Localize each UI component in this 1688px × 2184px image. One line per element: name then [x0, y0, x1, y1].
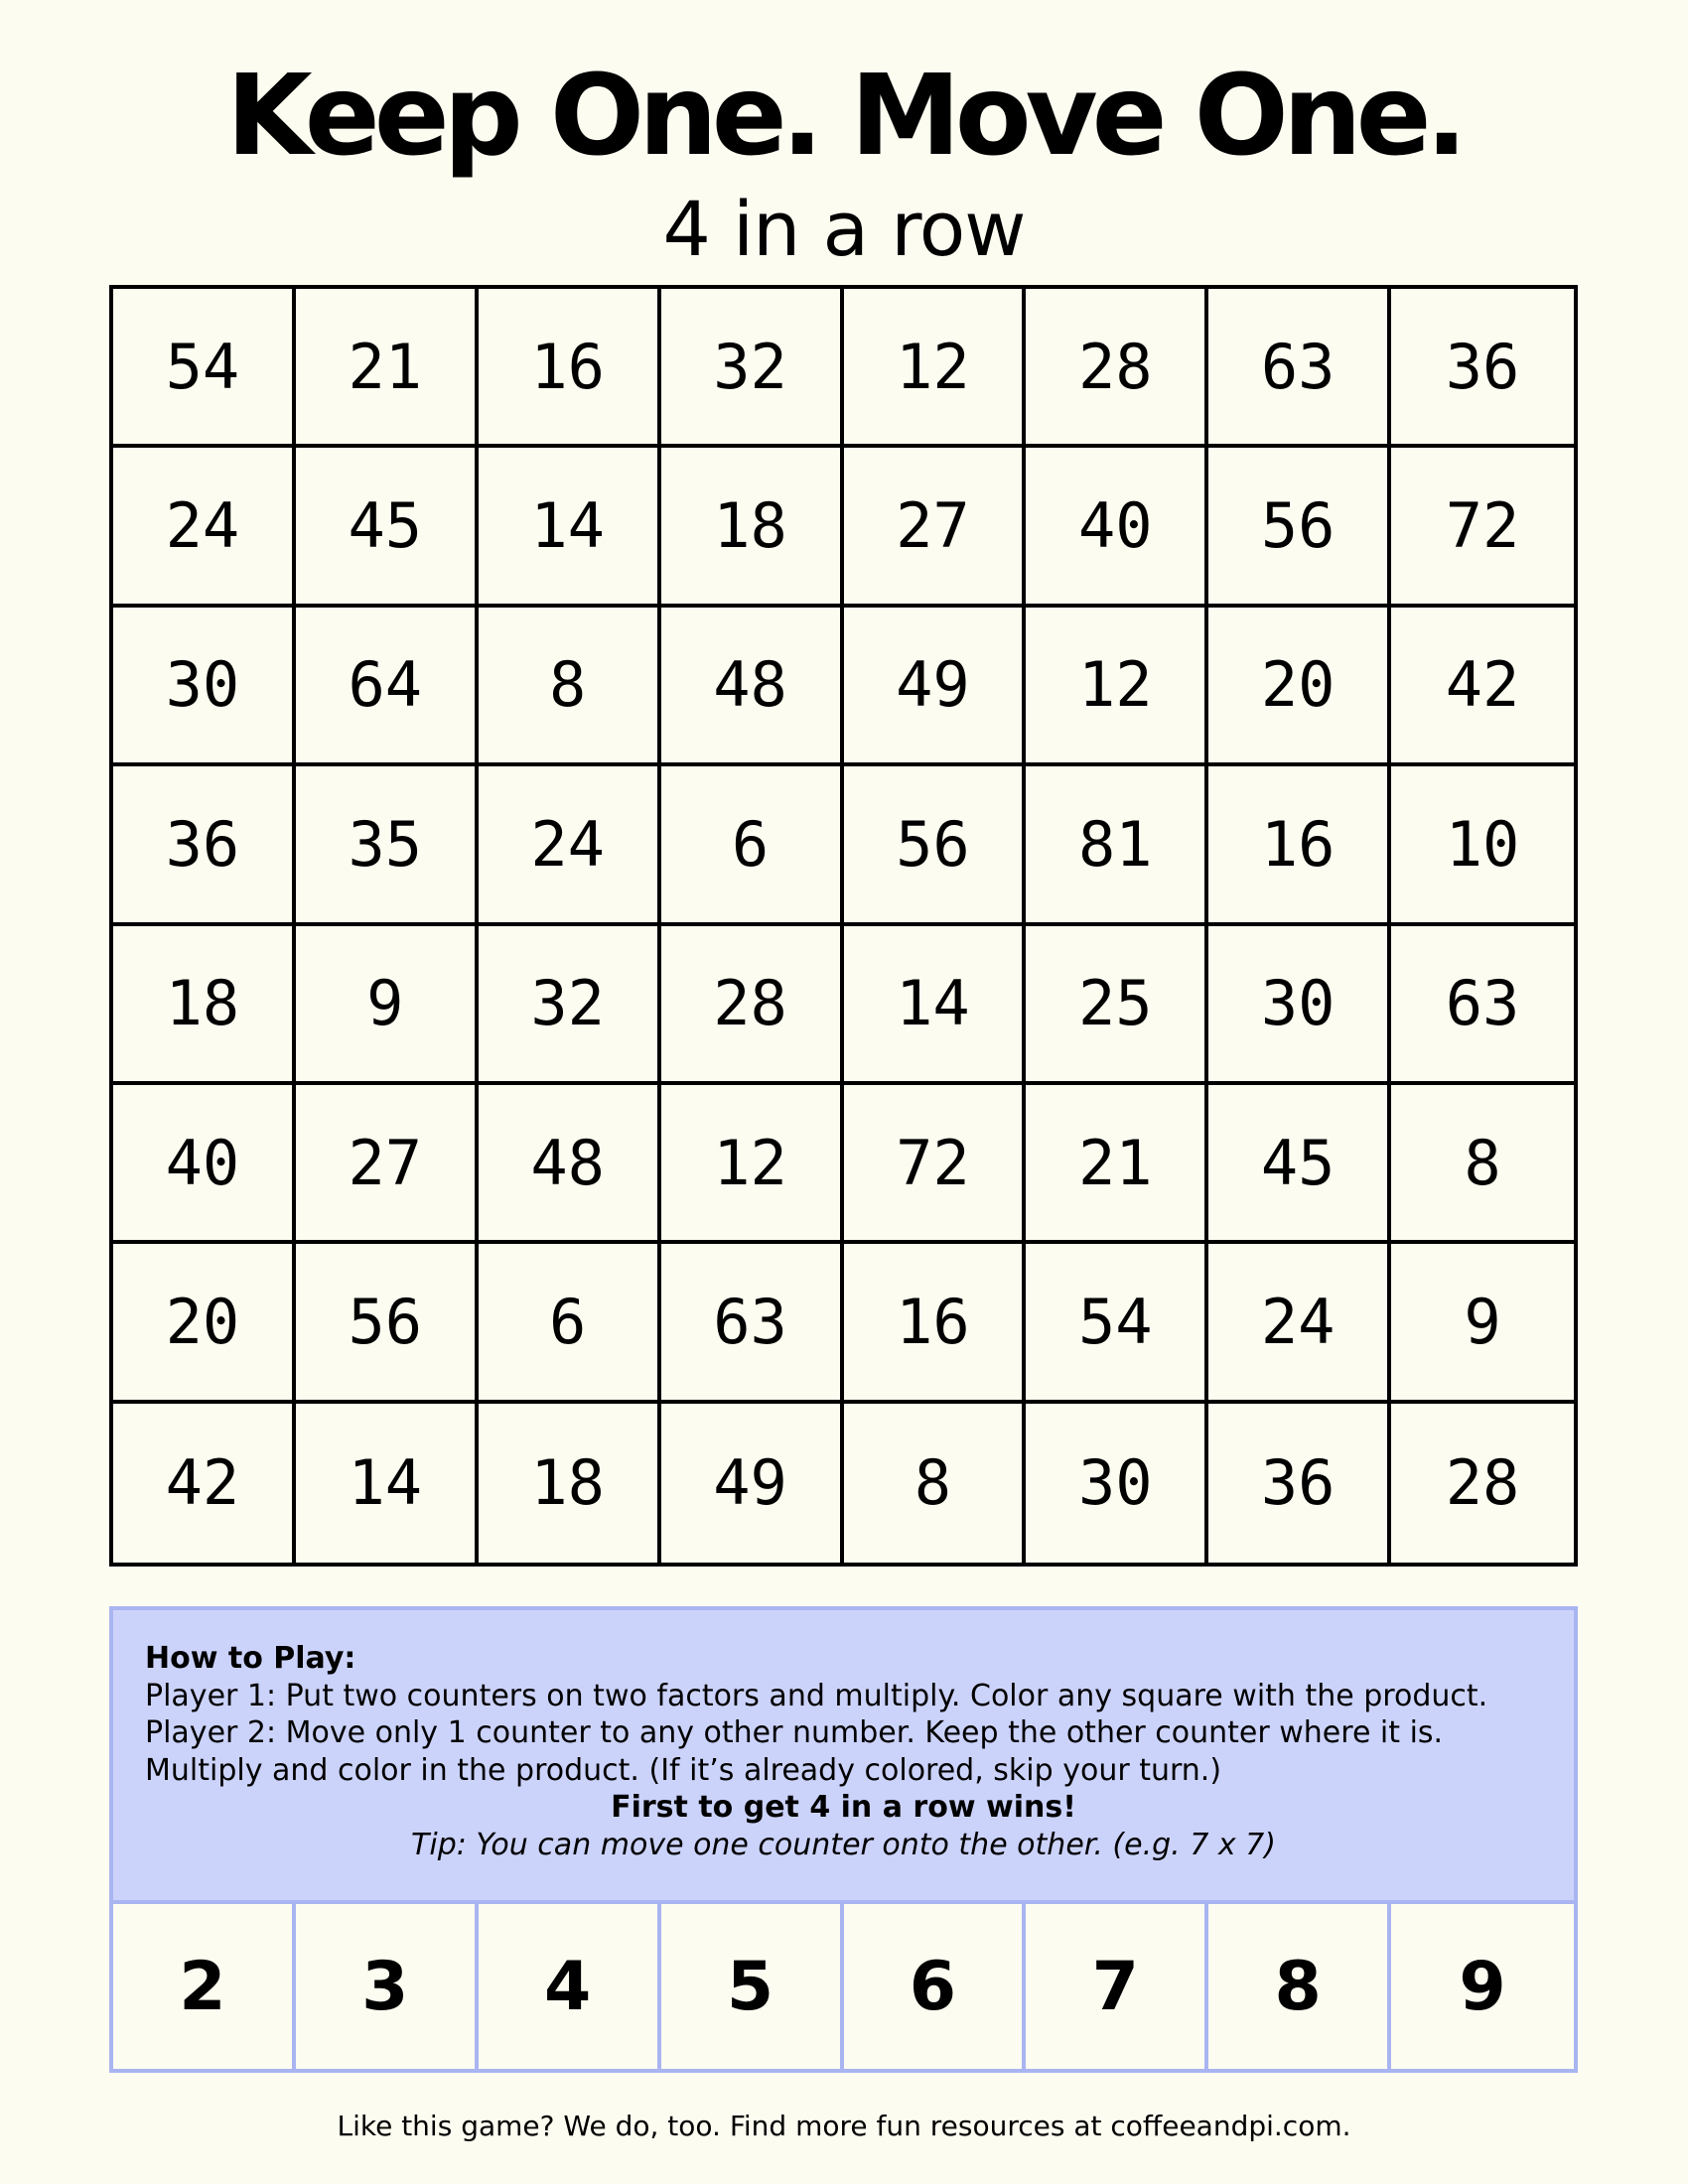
factor-strip: [113, 1904, 1574, 2069]
board-cell[interactable]: 24: [113, 448, 296, 607]
board-cell[interactable]: 16: [479, 289, 661, 448]
board-cell[interactable]: 20: [113, 1244, 296, 1403]
board-cell[interactable]: 25: [1026, 926, 1208, 1085]
board-cell[interactable]: 63: [661, 1244, 844, 1403]
board-cell[interactable]: 24: [1208, 1244, 1391, 1403]
board-cell[interactable]: 48: [661, 608, 844, 766]
board-cell[interactable]: 54: [1026, 1244, 1208, 1403]
footer-text: Like this game? We do, too. Find more fun resources at coffeeandpi.com.: [337, 2110, 1351, 2142]
factor-cell[interactable]: 6: [844, 1904, 1027, 2069]
factor-cell[interactable]: 7: [1026, 1904, 1208, 2069]
rules-heading: How to Play:: [145, 1641, 356, 1676]
board-cell[interactable]: 30: [1026, 1404, 1208, 1563]
page-title: Keep One. Move One.: [225, 52, 1463, 181]
board-cell[interactable]: 27: [844, 448, 1027, 607]
board-cell[interactable]: 12: [1026, 608, 1208, 766]
board-cell[interactable]: 12: [844, 289, 1027, 448]
board-cell[interactable]: 56: [844, 766, 1027, 925]
board-cell[interactable]: 14: [479, 448, 661, 607]
board-cell[interactable]: 64: [296, 608, 479, 766]
board-cell[interactable]: 10: [1391, 766, 1574, 925]
board-cell[interactable]: 14: [296, 1404, 479, 1563]
board-cell[interactable]: 28: [1026, 289, 1208, 448]
board-cell[interactable]: 20: [1208, 608, 1391, 766]
rules-panel: [109, 1606, 1578, 2073]
board-cell[interactable]: 16: [1208, 766, 1391, 925]
board-cell[interactable]: 40: [113, 1085, 296, 1244]
board-cell[interactable]: 14: [844, 926, 1027, 1085]
factor-cell[interactable]: 9: [1459, 1947, 1506, 2026]
rules-line-player-2: Player 2: Move only 1 counter to any other number. Keep the other counter where it is.: [145, 1715, 1444, 1750]
board-cell[interactable]: 30: [113, 608, 296, 766]
board-cell[interactable]: 36: [113, 766, 296, 925]
board-cell[interactable]: 12: [661, 1085, 844, 1244]
board-cell[interactable]: 42: [1391, 608, 1574, 766]
board-cell[interactable]: 32: [479, 926, 661, 1085]
board-cell[interactable]: 28: [661, 926, 844, 1085]
factor-cell[interactable]: 2: [113, 1904, 296, 2069]
board-cell[interactable]: 48: [479, 1085, 661, 1244]
board-cell[interactable]: 18: [661, 448, 844, 607]
board-cell[interactable]: 56: [296, 1244, 479, 1403]
board-cell[interactable]: 36: [1208, 1404, 1391, 1563]
board-cell[interactable]: 8: [1391, 1085, 1574, 1244]
board-cell[interactable]: 21: [296, 289, 479, 448]
board-cell[interactable]: 49: [661, 1404, 844, 1563]
game-board: [109, 285, 1578, 1567]
how-to-play: [113, 1610, 1574, 1904]
board-cell[interactable]: 28: [1445, 1446, 1520, 1520]
board-cell[interactable]: 8: [844, 1404, 1027, 1563]
board-cell[interactable]: 18: [479, 1404, 661, 1563]
board-cell[interactable]: 49: [844, 608, 1027, 766]
board-cell[interactable]: 72: [1391, 448, 1574, 607]
board-cell[interactable]: 35: [296, 766, 479, 925]
board-cell[interactable]: 8: [479, 608, 661, 766]
board-cell[interactable]: 27: [296, 1085, 479, 1244]
board-cell[interactable]: 16: [844, 1244, 1027, 1403]
board-cell[interactable]: 40: [1026, 448, 1208, 607]
board-cell[interactable]: 54: [113, 289, 296, 448]
factor-cell[interactable]: 4: [479, 1904, 661, 2069]
rules-line-multiply: Multiply and color in the product. (If it’s already colored, skip your turn.): [145, 1752, 1222, 1788]
board-cell[interactable]: 63: [1208, 289, 1391, 448]
board-cell[interactable]: 45: [296, 448, 479, 607]
board-cell[interactable]: 36: [1391, 289, 1574, 448]
board-cell[interactable]: 21: [1026, 1085, 1208, 1244]
board-cell[interactable]: 30: [1208, 926, 1391, 1085]
board-cell[interactable]: 9: [296, 926, 479, 1085]
rules-line-player-1: Player 1: Put two counters on two factors and multiply. Color any square with the product.: [145, 1678, 1488, 1713]
board-cell[interactable]: 42: [113, 1404, 296, 1563]
board-cell[interactable]: 18: [113, 926, 296, 1085]
rules-tip: Tip: You can move one counter onto the other. (e.g. 7 x 7): [411, 1827, 1276, 1862]
board-cell[interactable]: 72: [844, 1085, 1027, 1244]
factor-cell[interactable]: 3: [296, 1904, 479, 2069]
factor-cell[interactable]: 8: [1208, 1904, 1391, 2069]
board-cell[interactable]: 6: [661, 766, 844, 925]
board-cell[interactable]: 24: [479, 766, 661, 925]
board-cell[interactable]: 45: [1208, 1085, 1391, 1244]
board-cell[interactable]: 32: [661, 289, 844, 448]
board-cell[interactable]: 81: [1026, 766, 1208, 925]
board-cell[interactable]: 9: [1391, 1244, 1574, 1403]
win-condition: First to get 4 in a row wins!: [611, 1790, 1076, 1825]
board-cell[interactable]: 56: [1208, 448, 1391, 607]
page-subtitle: 4 in a row: [662, 185, 1026, 273]
board-cell[interactable]: 6: [479, 1244, 661, 1403]
factor-cell[interactable]: 5: [661, 1904, 844, 2069]
board-cell[interactable]: 63: [1391, 926, 1574, 1085]
